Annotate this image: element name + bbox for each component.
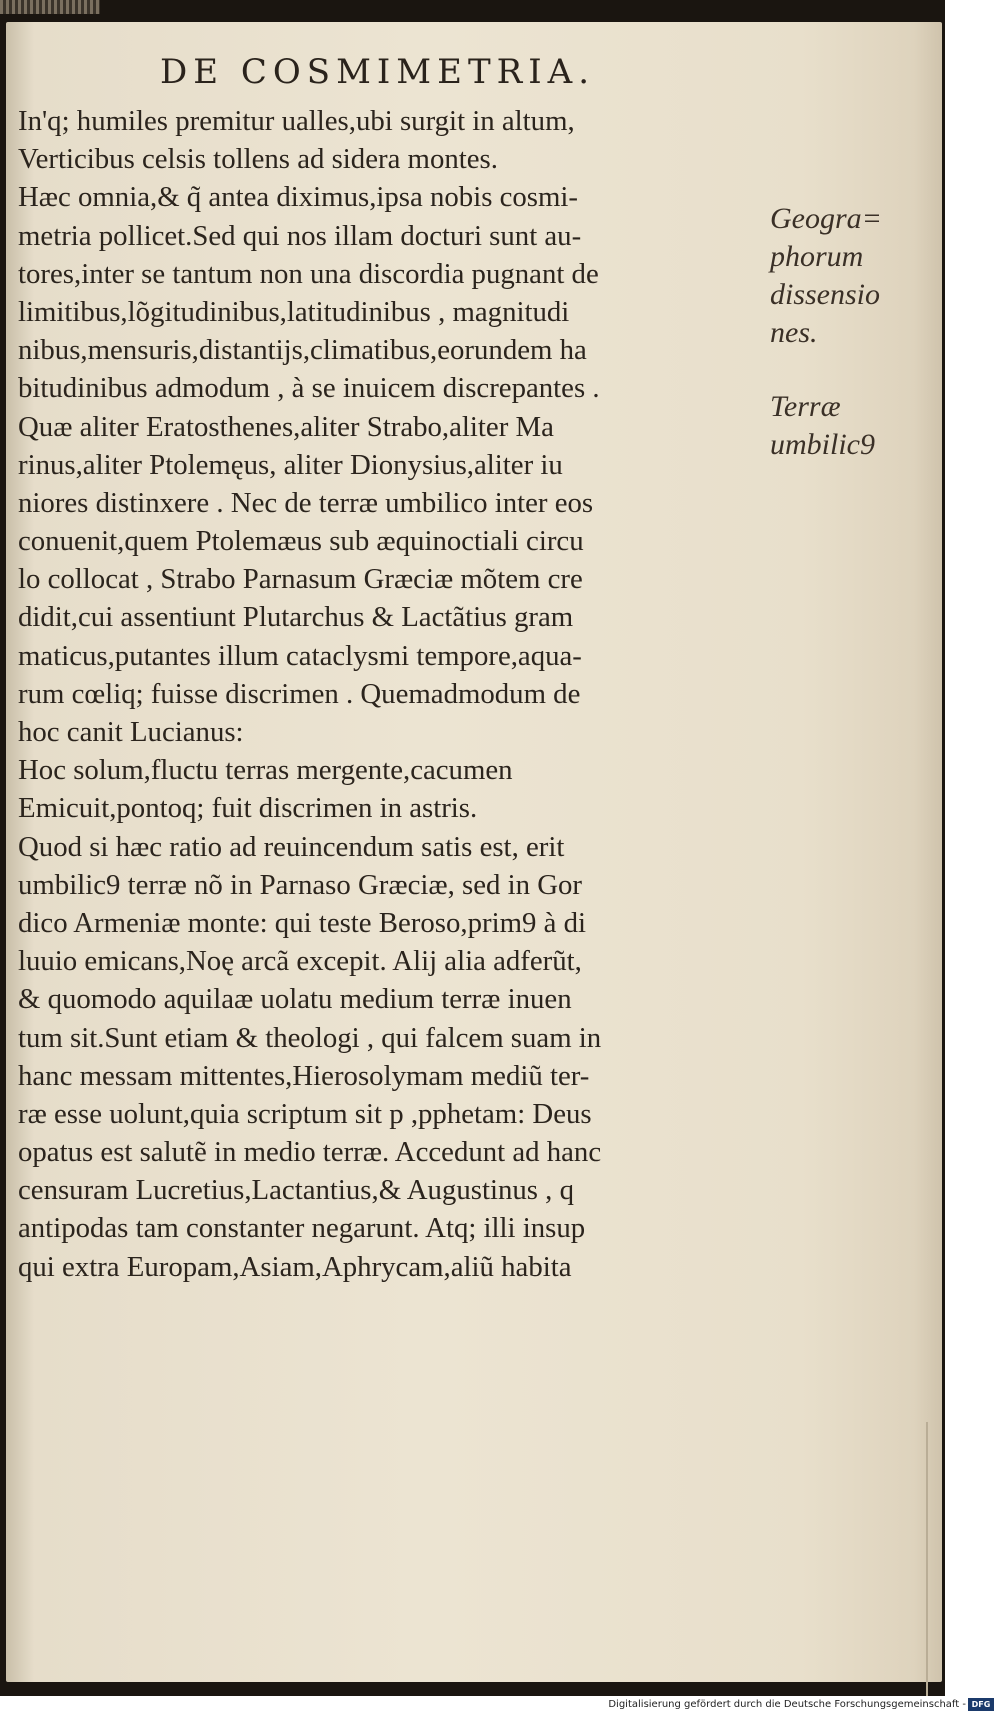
margin-note [770, 388, 930, 464]
text-line: umbilic9 terræ nõ in Parnaso Græciæ, sed in Gor [18, 868, 583, 901]
margin-notes [770, 200, 930, 500]
text-line: In'q; humiles premitur ualles,ubi surgit in altum, [18, 105, 575, 137]
text-line: & quomodo aquilaæ uolatu medium terræ inuen [18, 983, 572, 1016]
text-line: nibus,mensuris,distantijs,climatibus,eorundem ha [18, 334, 587, 367]
digitization-credit: Digitalisierung gefördert durch die Deutsche Forschungsgemeinschaft - [608, 1699, 966, 1710]
margin-note [770, 200, 930, 352]
text-line: bitudinibus admodum , à se inuicem discrepantes . [18, 372, 600, 405]
margin-note-line: nes. [770, 316, 818, 349]
text-line: tores,inter se tantum non una discordia pugnant de [18, 257, 599, 290]
text-line: tum sit.Sunt etiam & theologi , qui falcem suam in [18, 1021, 602, 1054]
text-line: hanc messam mittentes,Hierosolymam mediũ ter- [18, 1059, 590, 1092]
margin-note-line: Terræ [770, 390, 841, 423]
text-line: Quæ aliter Eratosthenes,aliter Strabo,aliter Ma [18, 410, 554, 443]
text-line: antipodas tam constanter negarunt. Atq; illi insup [18, 1212, 586, 1245]
text-line: dico Armeniæ monte: qui teste Beroso,prim9 à di [18, 906, 586, 939]
text-line: limitibus,lõgitudinibus,latitudinibus , magnitudi [18, 295, 570, 328]
text-line: Hoc solum,fluctu terras mergente,cacumen [18, 754, 513, 787]
text-line: rinus,aliter Ptolemęus, aliter Dionysius,aliter iu [18, 448, 563, 481]
margin-note-line: umbilic9 [770, 428, 875, 461]
dfg-logo-icon: DFG [968, 1698, 994, 1711]
page-edge [926, 1422, 948, 1702]
margin-note-line: dissensio [770, 278, 881, 311]
text-line: metria pollicet.Sed qui nos illam docturi sunt au- [18, 219, 582, 252]
text-line: niores distinxere . Nec de terræ umbilico inter eos [18, 486, 594, 519]
text-line: censuram Lucretius,Lactantius,& Augustinus , q [18, 1174, 574, 1207]
running-header: DE COSMIMETRIA. [160, 52, 596, 92]
margin-note-line: phorum [770, 240, 864, 273]
color-strip [0, 0, 100, 14]
text-line: maticus,putantes illum cataclysmi tempore,aqua- [18, 639, 582, 672]
text-line: didit,cui assentiunt Plutarchus & Lactãtius gram [18, 601, 574, 634]
text-line: qui extra Europam,Asiam,Aphrycam,aliũ habita [18, 1250, 572, 1283]
text-line: Emicuit,pontoq; fuit discrimen in astris. [18, 792, 478, 825]
text-line: lo collocat , Strabo Parnasum Græciæ mõtem cre [18, 563, 583, 596]
text-line: opatus est salutẽ in medio terræ. Accedunt ad hanc [18, 1136, 602, 1169]
footer-bar [0, 1696, 1000, 1713]
text-line: ræ esse uolunt,quia scriptum sit p ,pphetam: Deus [18, 1097, 592, 1130]
text-line: hoc canit Lucianus: [18, 716, 244, 748]
body-text [18, 102, 758, 1286]
text-line: conuenit,quem Ptolemæus sub æquinoctiali circu [18, 525, 584, 558]
text-line: luuio emicans,Noę arcã excepit. Alij alia adferũt, [18, 945, 582, 978]
text-line: Hæc omnia,& q̃ antea diximus,ipsa nobis cosmi- [18, 181, 579, 214]
margin-note-line: Geogra= [770, 202, 882, 235]
text-line: Quod si hæc ratio ad reuincendum satis est, erit [18, 830, 565, 863]
text-line: Verticibus celsis tollens ad sidera montes. [18, 143, 498, 176]
text-line: rum cœliq; fuisse discrimen . Quemadmodum de [18, 677, 581, 710]
